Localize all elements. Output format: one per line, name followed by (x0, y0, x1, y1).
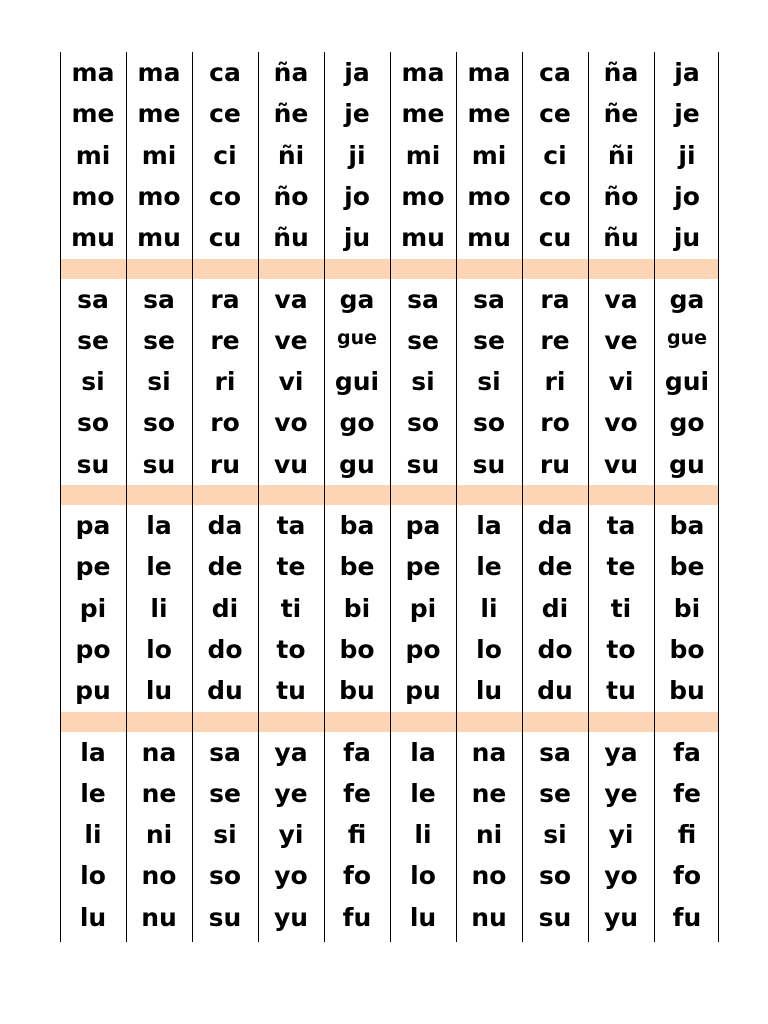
syllable-cell: ñu (273, 223, 309, 253)
syllable-cell: fi (347, 820, 367, 850)
syllable-cell: yu (273, 902, 309, 932)
syllable-cell: se (407, 325, 439, 355)
syllable-cell: ru (539, 449, 571, 479)
syllable-cell: ja (344, 58, 370, 87)
column-divider (654, 52, 655, 942)
syllable-cell: mo (71, 181, 115, 211)
syllable-cell: fo (342, 861, 372, 891)
syllable-cell: de (537, 552, 573, 582)
syllable-cell: mu (137, 223, 181, 253)
syllable-cell: cu (208, 223, 242, 253)
syllable-cell: ja (674, 58, 700, 87)
column-divider (126, 52, 127, 942)
syllable-cell: ne (471, 778, 507, 808)
syllable-cell: sa (473, 284, 505, 314)
syllable-cell: me (467, 99, 511, 129)
syllable-cell: pu (405, 676, 441, 706)
syllable-cell: so (208, 861, 242, 891)
syllable-cell: ve (274, 325, 308, 355)
syllable-cell: ni (475, 820, 503, 850)
syllable-cell: no (471, 861, 507, 891)
syllable-cell: ce (209, 99, 241, 129)
syllable-cell: ma (71, 58, 115, 87)
syllable-cell: da (207, 511, 243, 540)
syllable-cell: bi (343, 593, 371, 623)
syllable-cell: ñu (603, 223, 639, 253)
syllable-cell: ju (343, 223, 371, 253)
syllable-cell: ya (604, 737, 638, 767)
syllable-cell: ti (610, 593, 632, 623)
syllable-cell: le (80, 778, 106, 808)
syllable-cell: ta (276, 511, 306, 540)
syllable-cell: so (538, 861, 572, 891)
syllable-cell: vo (604, 408, 638, 438)
syllable-cell: ra (210, 284, 240, 314)
syllable-cell: su (142, 449, 176, 479)
syllable-cell: yi (278, 820, 304, 850)
syllable-cell: yu (603, 902, 639, 932)
syllable-cell: su (208, 902, 242, 932)
syllable-cell: si (411, 367, 435, 397)
syllable-cell: fo (672, 861, 702, 891)
syllable-cell: pu (75, 676, 111, 706)
syllable-cell: so (406, 408, 440, 438)
syllable-cell: co (539, 181, 571, 211)
syllable-cell: ña (273, 58, 309, 87)
syllable-cell: fe (673, 778, 701, 808)
syllable-cell: sa (407, 284, 439, 314)
syllable-cell: ñi (277, 140, 305, 170)
syllable-cell: me (401, 99, 445, 129)
syllable-cell: ga (669, 284, 705, 314)
syllable-cell: da (537, 511, 573, 540)
syllable-cell: mo (467, 181, 511, 211)
syllable-cell: lo (410, 861, 436, 891)
syllable-cell: gui (334, 367, 380, 397)
syllable-cell: ño (603, 181, 639, 211)
syllable-cell: ji (678, 140, 696, 170)
syllable-cell: ri (214, 367, 236, 397)
syllable-cell: ca (539, 58, 571, 87)
syllable-cell: pe (405, 552, 441, 582)
syllable-cell: va (274, 284, 308, 314)
syllable-cell: sa (209, 737, 241, 767)
syllable-cell: do (207, 634, 243, 664)
syllable-cell: to (606, 634, 636, 664)
syllable-cell: lo (476, 634, 502, 664)
syllable-cell: fi (677, 820, 697, 850)
syllable-cell: lo (146, 634, 172, 664)
syllable-cell: je (674, 99, 700, 129)
syllable-cell: le (476, 552, 502, 582)
syllable-cell: ba (669, 511, 705, 540)
syllable-cell: mu (71, 223, 115, 253)
syllable-cell: co (209, 181, 241, 211)
syllable-cell: tu (276, 676, 306, 706)
syllable-cell: ca (209, 58, 241, 87)
syllable-cell: mi (471, 140, 507, 170)
syllable-cell: fu (342, 902, 372, 932)
syllable-cell: bo (669, 634, 705, 664)
syllable-cell: gu (339, 449, 375, 479)
syllable-cell: su (406, 449, 440, 479)
syllable-cell: ye (274, 778, 308, 808)
syllable-cell: ci (213, 140, 237, 170)
syllable-cell: mi (75, 140, 111, 170)
column-divider (324, 52, 325, 942)
syllable-cell: va (604, 284, 638, 314)
syllable-cell: du (207, 676, 243, 706)
syllable-cell: ju (673, 223, 701, 253)
syllable-cell: na (471, 737, 507, 767)
syllable-cell: gu (669, 449, 705, 479)
syllable-cell: ye (604, 778, 638, 808)
syllable-cell: se (209, 778, 241, 808)
syllable-cell: nu (471, 902, 507, 932)
syllable-cell: je (344, 99, 370, 129)
syllable-cell: ba (339, 511, 375, 540)
syllable-cell: nu (141, 902, 177, 932)
syllable-cell: mi (405, 140, 441, 170)
syllable-cell: ve (604, 325, 638, 355)
syllable-cell: ta (606, 511, 636, 540)
syllable-cell: lu (79, 902, 107, 932)
syllable-cell: li (84, 820, 102, 850)
syllable-cell: te (606, 552, 636, 582)
syllable-cell: su (472, 449, 506, 479)
syllable-cell: do (537, 634, 573, 664)
syllable-cell: fu (672, 902, 702, 932)
column-divider (60, 52, 61, 942)
syllable-cell: mi (141, 140, 177, 170)
syllable-cell: me (137, 99, 181, 129)
syllable-cell: ma (401, 58, 445, 87)
syllable-cell: se (539, 778, 571, 808)
syllable-cell: sa (539, 737, 571, 767)
syllable-cell: no (141, 861, 177, 891)
syllable-cell: pe (75, 552, 111, 582)
syllable-cell: lo (80, 861, 106, 891)
syllable-cell: re (540, 325, 570, 355)
syllable-cell: ji (348, 140, 366, 170)
syllable-cell: ni (145, 820, 173, 850)
syllable-cell: vu (603, 449, 639, 479)
syllable-cell: be (669, 552, 705, 582)
syllable-cell: mu (401, 223, 445, 253)
syllable-cell: ñe (273, 99, 309, 129)
syllable-cell: gue (666, 326, 707, 349)
syllable-cell: lu (145, 676, 173, 706)
syllable-cell: ñi (607, 140, 635, 170)
syllable-cell: ro (540, 408, 570, 438)
syllable-cell: di (541, 593, 569, 623)
syllable-cell: di (211, 593, 239, 623)
syllable-cell: pi (79, 593, 107, 623)
syllable-cell: li (480, 593, 498, 623)
syllable-cell: le (410, 778, 436, 808)
syllable-cell: de (207, 552, 243, 582)
column-divider (390, 52, 391, 942)
syllable-cell: se (473, 325, 505, 355)
column-divider (192, 52, 193, 942)
syllable-cell: cu (538, 223, 572, 253)
syllable-cell: po (405, 634, 441, 664)
syllable-cell: ña (603, 58, 639, 87)
syllable-cell: tu (606, 676, 636, 706)
syllable-cell: fa (673, 737, 701, 767)
syllable-cell: ma (137, 58, 181, 87)
syllable-cell: be (339, 552, 375, 582)
syllable-cell: la (80, 737, 106, 767)
syllable-cell: se (77, 325, 109, 355)
syllable-cell: re (210, 325, 240, 355)
syllable-cell: si (477, 367, 501, 397)
syllable-cell: so (472, 408, 506, 438)
syllable-cell: la (146, 511, 172, 540)
syllable-cell: vo (274, 408, 308, 438)
syllable-cell: ra (540, 284, 570, 314)
syllable-cell: si (213, 820, 237, 850)
syllable-cell: fa (343, 737, 371, 767)
syllable-cell: ñe (603, 99, 639, 129)
syllable-cell: yo (604, 861, 638, 891)
syllable-cell: su (76, 449, 110, 479)
syllable-cell: yi (608, 820, 634, 850)
syllable-cell: ma (467, 58, 511, 87)
syllable-cell: mo (137, 181, 181, 211)
syllable-cell: li (150, 593, 168, 623)
syllable-cell: sa (143, 284, 175, 314)
syllable-cell: se (143, 325, 175, 355)
syllable-cell: pa (405, 511, 441, 540)
syllable-cell: bo (339, 634, 375, 664)
syllable-cell: si (543, 820, 567, 850)
syllable-cell: me (71, 99, 115, 129)
syllable-cell: gue (336, 326, 377, 349)
syllable-cell: go (669, 408, 705, 438)
syllable-table (60, 52, 719, 942)
syllable-cell: gui (664, 367, 710, 397)
syllable-cell: ce (539, 99, 571, 129)
syllable-cell: so (142, 408, 176, 438)
syllable-cell: bu (669, 676, 705, 706)
syllable-cell: to (276, 634, 306, 664)
column-divider (718, 52, 719, 942)
syllable-cell: li (414, 820, 432, 850)
syllable-cell: vi (278, 367, 304, 397)
syllable-cell: yo (274, 861, 308, 891)
syllable-cell: le (146, 552, 172, 582)
syllable-cell: si (147, 367, 171, 397)
syllable-cell: vi (608, 367, 634, 397)
syllable-cell: vu (273, 449, 309, 479)
column-divider (588, 52, 589, 942)
syllable-cell: lu (409, 902, 437, 932)
syllable-cell: mu (467, 223, 511, 253)
syllable-cell: jo (344, 181, 370, 211)
syllable-cell: bu (339, 676, 375, 706)
column-divider (456, 52, 457, 942)
syllable-cell: pi (409, 593, 437, 623)
syllable-cell: la (476, 511, 502, 540)
column-divider (522, 52, 523, 942)
syllable-cell: ga (339, 284, 375, 314)
syllable-cell: ri (544, 367, 566, 397)
syllable-cell: ro (210, 408, 240, 438)
syllable-cell: ci (543, 140, 567, 170)
syllable-cell: mo (401, 181, 445, 211)
syllable-cell: ño (273, 181, 309, 211)
syllable-cell: ya (274, 737, 308, 767)
syllable-cell: ne (141, 778, 177, 808)
syllable-cell: ti (280, 593, 302, 623)
column-divider (258, 52, 259, 942)
syllable-cell: ru (209, 449, 241, 479)
syllable-cell: te (276, 552, 306, 582)
syllable-cell: la (410, 737, 436, 767)
syllable-cell: si (81, 367, 105, 397)
syllable-cell: lu (475, 676, 503, 706)
syllable-cell: bi (673, 593, 701, 623)
syllable-cell: su (538, 902, 572, 932)
syllable-cell: du (537, 676, 573, 706)
syllable-cell: so (76, 408, 110, 438)
syllable-cell: na (141, 737, 177, 767)
syllable-cell: sa (77, 284, 109, 314)
syllable-cell: jo (674, 181, 700, 211)
syllable-cell: go (339, 408, 375, 438)
syllable-cell: pa (75, 511, 111, 540)
syllable-cell: fe (343, 778, 371, 808)
syllable-cell: po (75, 634, 111, 664)
